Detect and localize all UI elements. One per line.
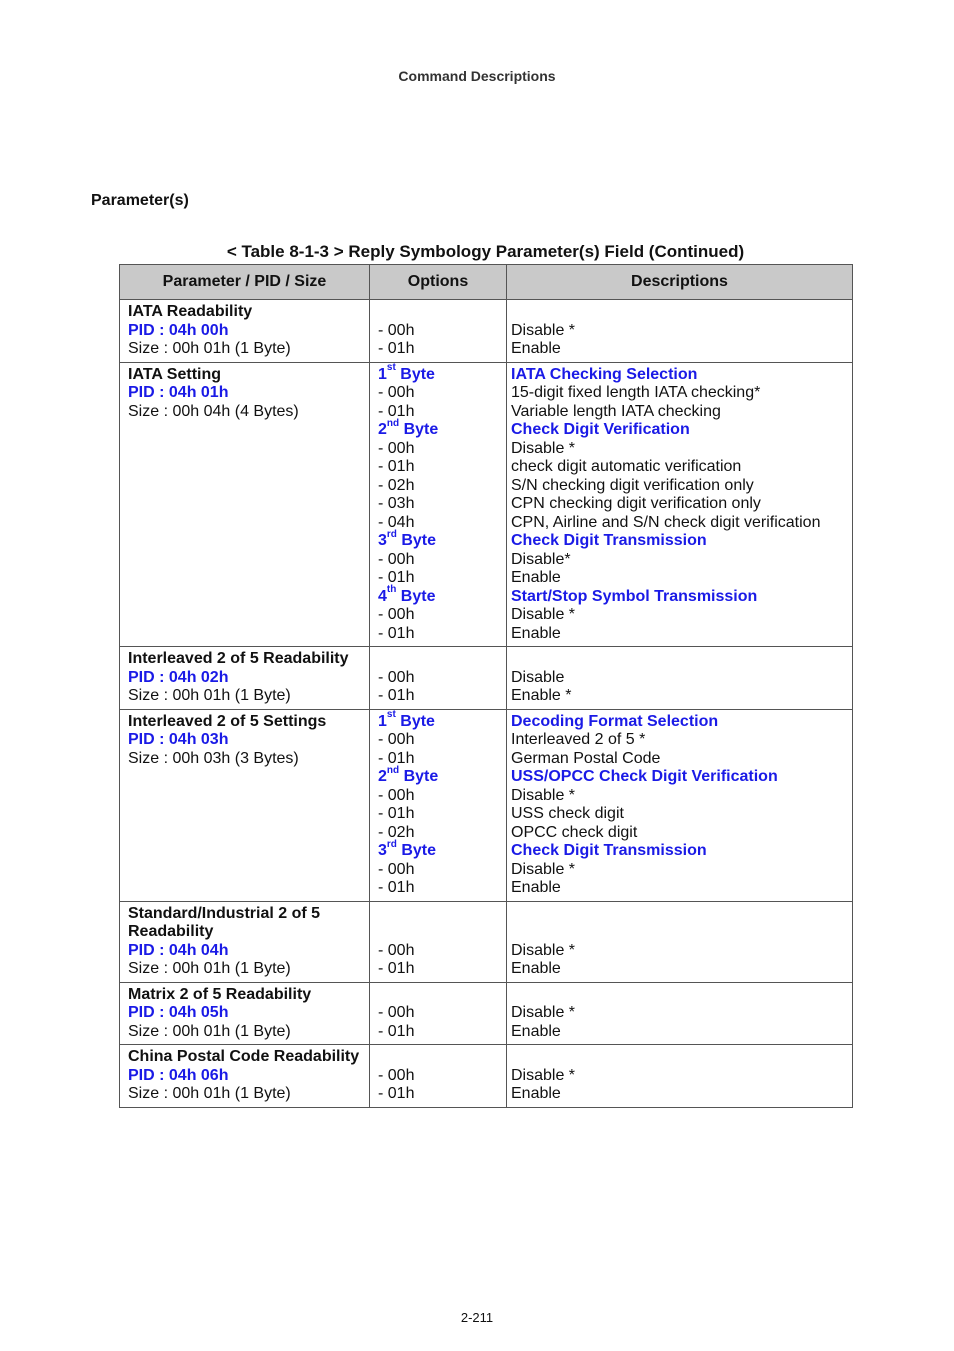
- description-line: Variable length IATA checking: [511, 402, 721, 420]
- parameter-size: Size : 00h 04h (4 Bytes): [128, 402, 299, 420]
- table-row: [120, 300, 853, 363]
- column-header-descriptions: Descriptions: [507, 265, 853, 300]
- parameter-pid: PID : 04h 04h: [128, 941, 229, 959]
- option-line: - 00h: [378, 606, 415, 623]
- table-row: [120, 901, 853, 982]
- option-line: - 01h: [378, 960, 415, 977]
- option-line: - 00h: [378, 439, 415, 457]
- description-line: Interleaved 2 of 5 *: [511, 731, 646, 748]
- parameter-size: Size : 00h 01h (1 Byte): [128, 1022, 291, 1040]
- option-line: - 00h: [378, 731, 415, 748]
- description-line: Enable: [511, 1085, 561, 1102]
- parameter-pid: PID : 04h 00h: [128, 321, 229, 339]
- parameter-name: China Postal Code Readability: [128, 1048, 360, 1065]
- parameter-cell: [120, 1045, 370, 1108]
- descriptions-cell: [507, 982, 853, 1045]
- description-line: Disable *: [511, 606, 576, 623]
- parameter-size: Size : 00h 01h (1 Byte): [128, 1085, 291, 1102]
- description-line: CPN, Airline and S/N check digit verification: [511, 513, 821, 531]
- description-heading: Check Digit Verification: [511, 421, 690, 438]
- description-line: Disable *: [511, 941, 576, 959]
- description-heading: Start/Stop Symbol Transmission: [511, 587, 758, 605]
- option-line: - 02h: [378, 823, 415, 841]
- description-line: USS check digit: [511, 805, 624, 822]
- descriptions-cell: [507, 300, 853, 363]
- byte-number: 3: [378, 532, 387, 549]
- page-number: 2-211: [460, 1310, 494, 1325]
- blank-line: [511, 905, 848, 924]
- option-line: - 00h: [378, 550, 415, 568]
- byte-label: [378, 709, 502, 732]
- parameter-pid: PID : 04h 06h: [128, 1066, 229, 1084]
- parameter-size: Size : 00h 03h (3 Bytes): [128, 749, 299, 767]
- option-line: - 00h: [378, 668, 415, 686]
- description-line: OPCC check digit: [511, 823, 638, 841]
- running-header: Command Descriptions: [398, 68, 556, 84]
- parameter-cell: [120, 901, 370, 982]
- parameter-name: Standard/Industrial 2 of 5: [128, 904, 321, 922]
- description-line: Disable *: [511, 1066, 576, 1084]
- table-caption: < Table 8-1-3 > Reply Symbology Parameter(s) Field (Continued): [226, 242, 745, 261]
- parameter-name: Interleaved 2 of 5 Readability: [128, 650, 349, 667]
- byte-label: [378, 417, 502, 440]
- description-line: Enable: [511, 960, 561, 977]
- description-line: Disable *: [511, 786, 576, 804]
- description-line: Enable: [511, 1022, 561, 1040]
- description-line: Disable *: [511, 439, 576, 457]
- byte-word: Byte: [395, 365, 435, 383]
- option-line: - 00h: [378, 321, 415, 339]
- parameter-cell: [120, 982, 370, 1045]
- byte-ordinal-suffix: st: [386, 362, 396, 374]
- blank-line: [511, 923, 848, 942]
- option-line: - 01h: [378, 1022, 415, 1040]
- description-heading: Check Digit Transmission: [511, 532, 707, 549]
- descriptions-cell: [507, 709, 853, 901]
- parameter-pid: PID : 04h 02h: [128, 668, 229, 686]
- parameter-size: Size : 00h 01h (1 Byte): [128, 340, 291, 357]
- blank-line: [511, 650, 848, 669]
- description-line: Enable: [511, 624, 561, 642]
- options-cell: [370, 300, 507, 363]
- byte-number: 2: [378, 768, 387, 785]
- parameter-name: IATA Setting: [128, 365, 222, 383]
- parameter-name: Readability: [128, 923, 214, 940]
- table-row: [120, 709, 853, 901]
- description-line: check digit automatic verification: [511, 458, 742, 475]
- parameter-cell: [120, 709, 370, 901]
- byte-word: Byte: [396, 532, 437, 549]
- option-line: - 02h: [378, 476, 415, 494]
- section-heading: Parameter(s): [91, 192, 189, 209]
- byte-ordinal-suffix: nd: [386, 764, 400, 776]
- option-line: - 01h: [378, 749, 415, 767]
- byte-label: [378, 528, 502, 551]
- blank-line: [378, 650, 502, 669]
- blank-line: [511, 1048, 848, 1067]
- blank-line: [378, 303, 502, 322]
- byte-label: [378, 362, 502, 385]
- option-line: - 01h: [378, 402, 415, 420]
- options-cell: [370, 709, 507, 901]
- byte-ordinal-suffix: st: [386, 709, 396, 721]
- description-line: 15-digit fixed length IATA checking*: [511, 384, 761, 401]
- option-line: - 04h: [378, 513, 415, 531]
- byte-ordinal-suffix: nd: [386, 417, 400, 429]
- byte-ordinal-suffix: rd: [386, 528, 397, 540]
- table-row: [120, 647, 853, 710]
- blank-line: [511, 303, 848, 322]
- parameter-name: Matrix 2 of 5 Readability: [128, 985, 312, 1003]
- table-row: [120, 982, 853, 1045]
- byte-label: [378, 838, 502, 861]
- byte-number: 4: [378, 587, 387, 605]
- blank-line: [511, 986, 848, 1005]
- options-cell: [370, 901, 507, 982]
- byte-number: 1: [378, 365, 387, 383]
- description-line: Disable: [511, 668, 565, 686]
- description-heading: IATA Checking Selection: [511, 365, 698, 383]
- parameter-size: Size : 00h 01h (1 Byte): [128, 960, 291, 977]
- description-line: Disable*: [511, 550, 571, 568]
- description-line: Enable: [511, 569, 561, 586]
- parameter-pid: PID : 04h 05h: [128, 1004, 229, 1021]
- parameter-table: [119, 264, 853, 1108]
- description-heading: Decoding Format Selection: [511, 712, 719, 730]
- description-heading: USS/OPCC Check Digit Verification: [511, 768, 778, 785]
- descriptions-cell: [507, 647, 853, 710]
- description-line: Enable: [511, 879, 561, 896]
- parameter-cell: [120, 362, 370, 647]
- parameter-name: IATA Readability: [128, 303, 253, 320]
- byte-ordinal-suffix: rd: [386, 838, 397, 850]
- parameter-pid: PID : 04h 03h: [128, 731, 229, 748]
- blank-line: [378, 923, 502, 942]
- option-line: - 00h: [378, 941, 415, 959]
- option-line: - 00h: [378, 1066, 415, 1084]
- table-header-row: [120, 265, 853, 300]
- byte-word: Byte: [399, 421, 439, 438]
- byte-word: Byte: [396, 842, 437, 859]
- option-line: - 00h: [378, 384, 415, 401]
- option-line: - 01h: [378, 458, 415, 475]
- byte-word: Byte: [396, 587, 436, 605]
- parameter-name: Interleaved 2 of 5 Settings: [128, 712, 327, 730]
- byte-number: 3: [378, 842, 387, 859]
- table-body: [120, 300, 853, 1108]
- options-cell: [370, 1045, 507, 1108]
- description-line: Enable *: [511, 687, 572, 704]
- byte-number: 2: [378, 421, 387, 438]
- blank-line: [378, 905, 502, 924]
- parameter-pid: PID : 04h 01h: [128, 384, 229, 401]
- option-line: - 01h: [378, 569, 415, 586]
- description-line: German Postal Code: [511, 749, 661, 767]
- description-line: S/N checking digit verification only: [511, 476, 754, 494]
- option-line: - 03h: [378, 495, 415, 512]
- table-row: [120, 362, 853, 647]
- blank-line: [378, 986, 502, 1005]
- options-cell: [370, 362, 507, 647]
- option-line: - 01h: [378, 879, 415, 896]
- options-cell: [370, 647, 507, 710]
- option-line: - 00h: [378, 860, 415, 878]
- option-line: - 00h: [378, 786, 415, 804]
- byte-word: Byte: [399, 768, 439, 785]
- byte-number: 1: [378, 712, 387, 730]
- options-cell: [370, 982, 507, 1045]
- byte-label: [378, 764, 502, 787]
- parameter-size: Size : 00h 01h (1 Byte): [128, 687, 291, 704]
- description-line: Disable *: [511, 860, 576, 878]
- byte-label: [378, 584, 502, 607]
- parameter-cell: [120, 300, 370, 363]
- column-header-options: Options: [370, 265, 507, 300]
- description-line: Disable *: [511, 1004, 576, 1021]
- descriptions-cell: [507, 901, 853, 982]
- option-line: - 01h: [378, 624, 415, 642]
- description-heading: Check Digit Transmission: [511, 842, 707, 859]
- descriptions-cell: [507, 362, 853, 647]
- option-line: - 01h: [378, 805, 415, 822]
- parameter-cell: [120, 647, 370, 710]
- byte-ordinal-suffix: th: [386, 584, 397, 596]
- blank-line: [378, 1048, 502, 1067]
- description-line: CPN checking digit verification only: [511, 495, 761, 512]
- option-line: - 01h: [378, 687, 415, 704]
- byte-word: Byte: [395, 712, 435, 730]
- description-line: Enable: [511, 340, 561, 357]
- table-row: [120, 1045, 853, 1108]
- option-line: - 00h: [378, 1004, 415, 1021]
- option-line: - 01h: [378, 340, 415, 357]
- option-line: - 01h: [378, 1085, 415, 1102]
- description-line: Disable *: [511, 321, 576, 339]
- column-header-parameter: Parameter / PID / Size: [120, 265, 370, 300]
- descriptions-cell: [507, 1045, 853, 1108]
